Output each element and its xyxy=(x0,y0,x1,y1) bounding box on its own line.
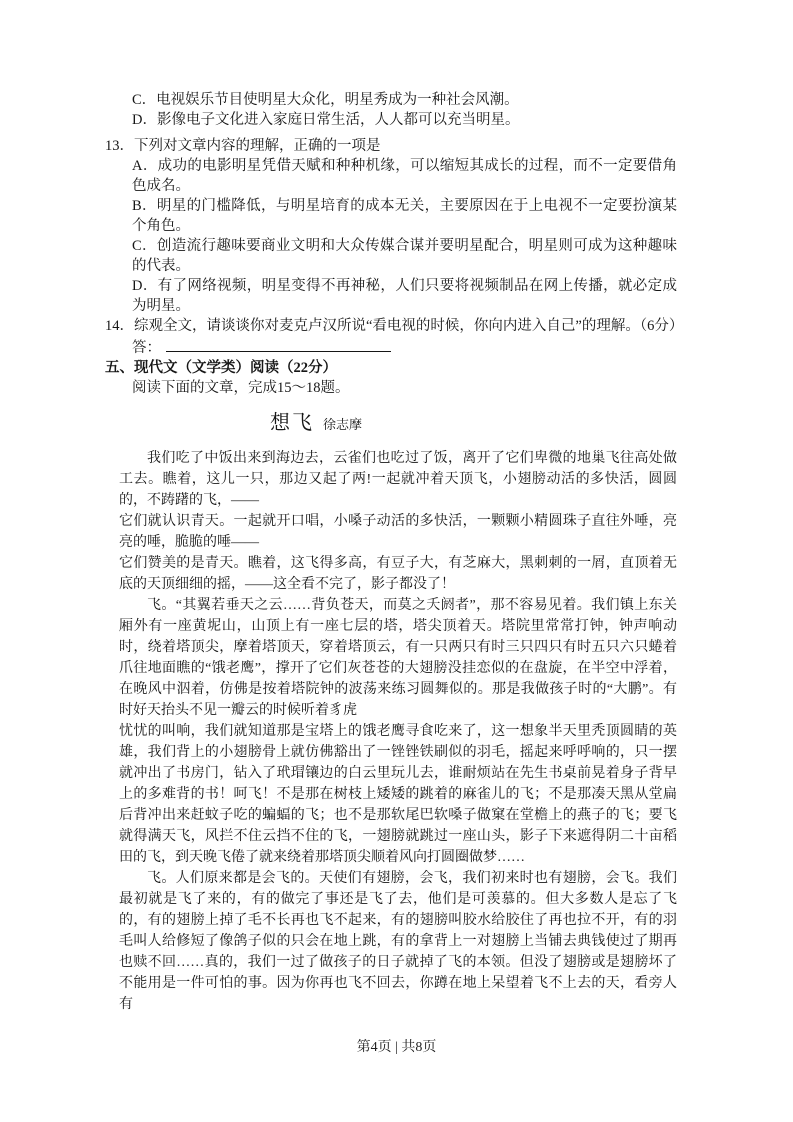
article-author: 徐志摩 xyxy=(323,417,363,432)
article-paragraph: 它们赞美的是青天。瞧着，这飞得多高，有豆子大，有芝麻大，黑刺刺的一屑，直顶着无底的天顶细细的摇，——这全看不完了，影子都没了！ xyxy=(119,556,677,592)
q14-answer-line xyxy=(132,336,677,358)
article-title-row xyxy=(270,410,677,438)
q13-option-d: D．有了网络视频，明星变得不再神秘，人们只要将视频制品在网上传播，就必定成为明星。 xyxy=(132,278,677,314)
q13-option-a: A．成功的电影明星凭借天赋和种种机缘，可以缩短其成长的过程，而不一定要借角色成名。 xyxy=(132,158,677,194)
q13-option-c: C．创造流行趣味要商业文明和大众传媒合谋并要明星配合，明星则可成为这种趣味的代表。 xyxy=(132,238,677,274)
reading-instruction: 阅读下面的文章，完成15～18题。 xyxy=(132,380,350,396)
answer-blank-line xyxy=(166,336,391,352)
article-paragraph: 忧忧的叫响，我们就知道那是宝塔上的饿老鹰寻食吃来了，这一想象半天里秃顶圆睛的英雄，我们背上的小翅膀骨上就仿佛豁出了一锉锉铁刷似的羽毛，摇起来呼呼响的，只一摆就冲出了书房门，钻入了玳瑁镶边的白云里玩儿去，谁耐烦站在先生书桌前晃着身子背早上的多难背的书！呵飞！不是那在树枝上矮矮的跳着的麻雀儿的飞；不是那凑天黑从堂扁后背冲出来赶蚊子吃的蝙蝠的飞；也不是那软尾巴软嗓子做窠在堂檐上的燕子的飞；要飞就得满天飞，风拦不住云挡不住的飞，一翅膀就跳过一座山头，影子下来遮得阴二十亩稻田的飞，到天晚飞倦了就来绕着那塔顶尖顺着风向打圆圈做梦…… xyxy=(119,724,677,865)
page-footer: 第4页 | 共8页 xyxy=(356,1040,437,1055)
page-content xyxy=(105,90,684,1015)
article-title: 想飞 xyxy=(270,412,314,434)
q14-stem: 14．综观全文，请谈谈你对麦克卢汉所说“看电视的时候，你向内进入自己”的理解。（6分） xyxy=(105,318,684,334)
q12-option-d: D．影像电子文化进入家庭日常生活，人人都可以充当明星。 xyxy=(132,112,520,128)
article-paragraph: 飞。人们原来都是会飞的。天使们有翅膀，会飞，我们初来时也有翅膀，会飞。我们最初就是飞了来的，有的做完了事还是飞了去，他们是可羡慕的。但大多数人是忘了飞的，有的翅膀上掉了毛不长再也飞不起来，有的翅膀叫胶水给胶住了再也拉不开，有的羽毛叫人给修短了像鸽子似的只会在地上跳，有的拿背上一对翅膀上当铺去典钱使过了期再也赎不回……真的，我们一过了做孩子的日子就掉了飞的本领。但没了翅膀或是翅膀坏了不能用是一件可怕的事。因为你再也飞不回去，你蹲在地上呆望着飞不上去的天，看旁人有 xyxy=(119,871,677,1012)
answer-label: 答： xyxy=(132,340,161,356)
article-paragraph: 我们吃了中饭出来到海边去，云雀们也吃过了饭，离开了它们卑微的地巢飞往高处做工去。瞧着，这儿一只，那边又起了两!一起就冲着天顶飞，小翅膀动活的多快活，圆圆的，不踌躇的飞，—— xyxy=(119,451,677,508)
article-paragraph: 它们就认识青天。一起就开口唱，小嗓子动活的多快活，一颗颗小精圆珠子直往外唾，亮亮的唾，脆脆的唾—— xyxy=(119,514,677,550)
q12-option-c: C．电视娱乐节目使明星大众化，明星秀成为一种社会风潮。 xyxy=(132,92,519,108)
section-heading: 五、现代文（文学类）阅读（22分） xyxy=(105,360,337,376)
article-body xyxy=(119,448,677,1015)
q13-option-b: B．明星的门槛降低，与明星培育的成本无关，主要原因在于上电视不一定要扮演某个角色。 xyxy=(132,198,677,234)
article-paragraph: 飞。“其翼若垂天之云……背负苍天，而莫之夭阏者”，那不容易见着。我们镇上东关厢外有一座黄坭山，山顶上有一座七层的塔，塔尖顶着天。塔院里常常打钟，钟声响动时，绕着塔顶尖，摩着塔顶天，穿着塔顶云，有一只两只有时三只四只有时五只六只蜷着爪往地面瞧的“饿老鹰”，撑开了它们灰苍苍的大翅膀没挂恋似的在盘旋，在半空中浮着，在晚风中泅着，仿佛是按着塔院钟的波荡来练习圆舞似的。那是我做孩子时的“大鹏”。有时好天抬头不见一瓣云的时候听着豸虎 xyxy=(119,598,677,718)
q13-stem: 13．下列对文章内容的理解，正确的一项是 xyxy=(105,138,381,154)
